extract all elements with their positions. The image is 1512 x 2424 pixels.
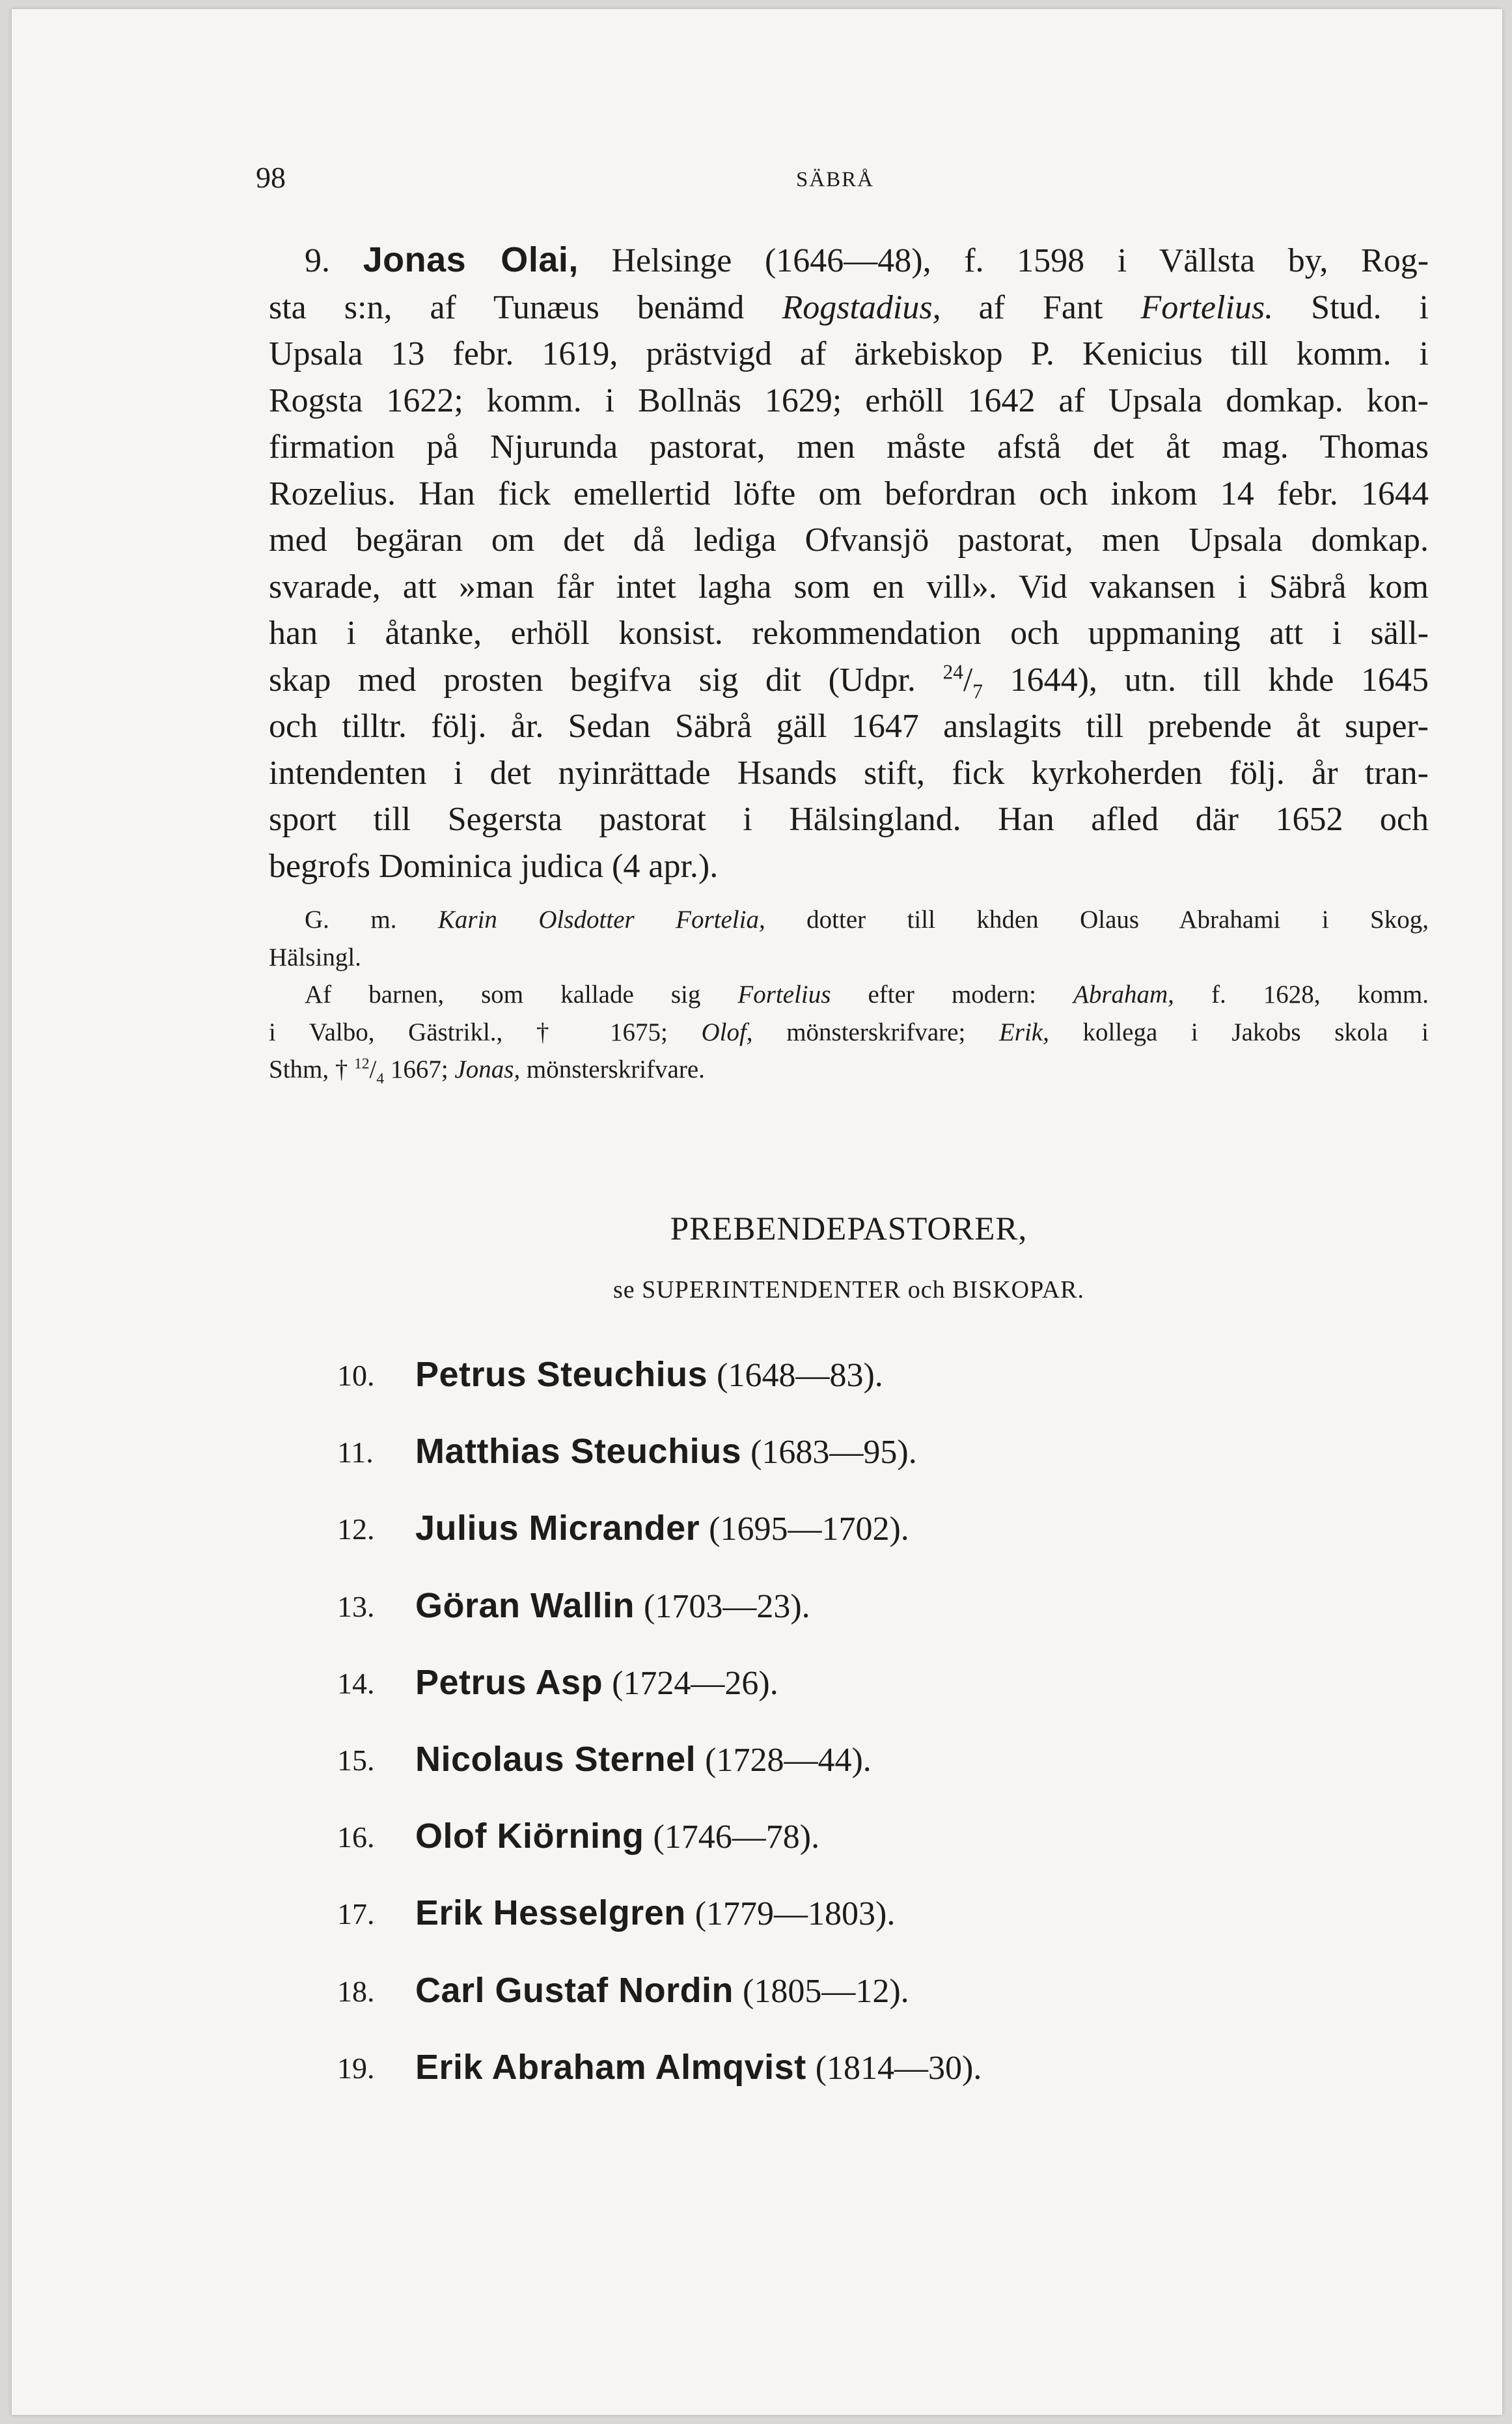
entry-line: Upsala 13 febr. 1619, prästvigd af ärkebiskop P. Kenicius till komm. i (269, 335, 1429, 372)
entry-name: Jonas Olai, (363, 240, 579, 279)
entry-number: 9. (305, 242, 330, 279)
family-notes (269, 901, 1429, 1089)
section-title: PREBENDEPASTORER, (670, 1211, 1028, 1247)
pastor-number: 17. (337, 1897, 375, 1931)
biography-entry (269, 237, 1429, 889)
entry-line: med begäran om det då lediga Ofvansjö pastorat, men Upsala domkap. (269, 522, 1429, 559)
pastor-item (337, 1496, 1379, 1573)
entry-line: skap med prosten begifva sig dit (Udpr. $^{24}/_7$ 1644), utn. till khde 1645 (269, 660, 1429, 703)
pastor-item (337, 1343, 1379, 1419)
note-line: Sthm, † $^{12}/_4$ 1667; Jonas, mönsterskrifvare. (269, 1055, 705, 1087)
entry-line: svarade, att »man får intet lagha som en vill». Vid vakansen i Säbrå kom (269, 568, 1429, 606)
entry-line: Rozelius. Han fick emellertid löfte om befordran och inkom 14 febr. 1644 (269, 475, 1429, 512)
pastor-years: (1683—95). (750, 1434, 917, 1471)
pastor-name: Nicolaus Sternel (415, 1739, 696, 1779)
entry-line: han i åtanke, erhöll konsist. rekommendation och uppmaning att i säll- (269, 615, 1429, 652)
pastor-years: (1779—1803). (694, 1895, 896, 1933)
pastor-years: (1695—1702). (709, 1511, 909, 1548)
page-number: 98 (256, 161, 286, 194)
note-line: Hälsingl. (269, 943, 361, 971)
book-page (12, 9, 1502, 2415)
entry-line: och tilltr. följ. år. Sedan Säbrå gäll 1647 anslagits till prebende åt super- (269, 708, 1429, 745)
pastor-years: (1805—12). (743, 1972, 909, 2010)
pastor-name: Olof Kiörning (415, 1817, 644, 1856)
pastor-years: (1814—30). (815, 2049, 982, 2087)
note-line: i Valbo, Gästrikl., † 1675; Olof, mönsterskrifvare; Erik, kollega i Jakobs skola i (269, 1018, 1429, 1046)
pastor-item (337, 1958, 1379, 2035)
pastor-number: 15. (337, 1743, 375, 1777)
pastor-name: Matthias Steuchius (415, 1432, 742, 1471)
pastor-name: Petrus Asp (415, 1662, 603, 1702)
pastor-item (337, 1651, 1379, 1727)
pastor-name: Göran Wallin (415, 1585, 635, 1625)
pastor-number: 10. (337, 1359, 375, 1392)
pastor-name: Petrus Steuchius (415, 1355, 708, 1394)
pastor-years: (1648—83). (717, 1357, 883, 1394)
entry-line: Rogsta 1622; komm. i Bollnäs 1629; erhöll 1642 af Upsala domkap. kon- (269, 382, 1429, 419)
pastor-item (337, 1727, 1379, 1804)
pastor-item (337, 2035, 1379, 2112)
entry-line: firmation på Njurunda pastorat, men måste afstå det åt mag. Thomas (269, 428, 1429, 466)
pastor-name: Carl Gustaf Nordin (415, 1970, 734, 2010)
page-header (256, 160, 1414, 212)
pastor-years: (1724—26). (612, 1664, 778, 1702)
section-subtitle: se SUPERINTENDENTER och BISKOPAR. (612, 1276, 1085, 1303)
entry-line: sta s:n, af Tunæus benämd Rogstadius, af Fant Fortelius. Stud. i (269, 288, 1429, 326)
note-line: Af barnen, som kallade sig Fortelius efter modern: Abraham, f. 1628, komm. (305, 981, 1429, 1009)
note-line: G. m. Karin Olsdotter Fortelia, dotter till khden Olaus Abrahami i Skog, (305, 906, 1429, 934)
pastor-number: 13. (337, 1589, 375, 1623)
pastor-number: 11. (337, 1436, 374, 1470)
entry-line: 9. Jonas Olai, Helsinge (1646—48), f. 1598 i Vällsta by, Rog- (305, 240, 1429, 279)
running-head: SÄBRÅ (795, 168, 875, 191)
pastor-item (337, 1419, 1379, 1496)
pastor-number: 16. (337, 1820, 375, 1854)
pastor-list (337, 1343, 1379, 2112)
pastor-name: Erik Abraham Almqvist (415, 2047, 806, 2087)
entry-line: intendenten i det nyinrättade Hsands stift, fick kyrkoherden följ. år tran- (269, 754, 1429, 792)
pastor-name: Erik Hesselgren (415, 1893, 686, 1933)
pastor-item (337, 1574, 1379, 1651)
pastor-number: 18. (337, 1974, 375, 2008)
entry-line: sport till Segersta pastorat i Hälsingland. Han afled där 1652 och (269, 801, 1429, 838)
pastor-years: (1746—78). (653, 1818, 820, 1856)
pastor-item (337, 1881, 1379, 1958)
pastor-number: 19. (337, 2051, 375, 2085)
pastor-number: 14. (337, 1666, 375, 1700)
pastor-years: (1703—23). (644, 1587, 810, 1625)
pastor-item (337, 1804, 1379, 1881)
pastor-number: 12. (337, 1512, 375, 1546)
pastor-years: (1728—44). (705, 1741, 872, 1779)
pastor-name: Julius Micrander (415, 1509, 700, 1548)
entry-line: begrofs Dominica judica (4 apr.). (269, 847, 719, 885)
